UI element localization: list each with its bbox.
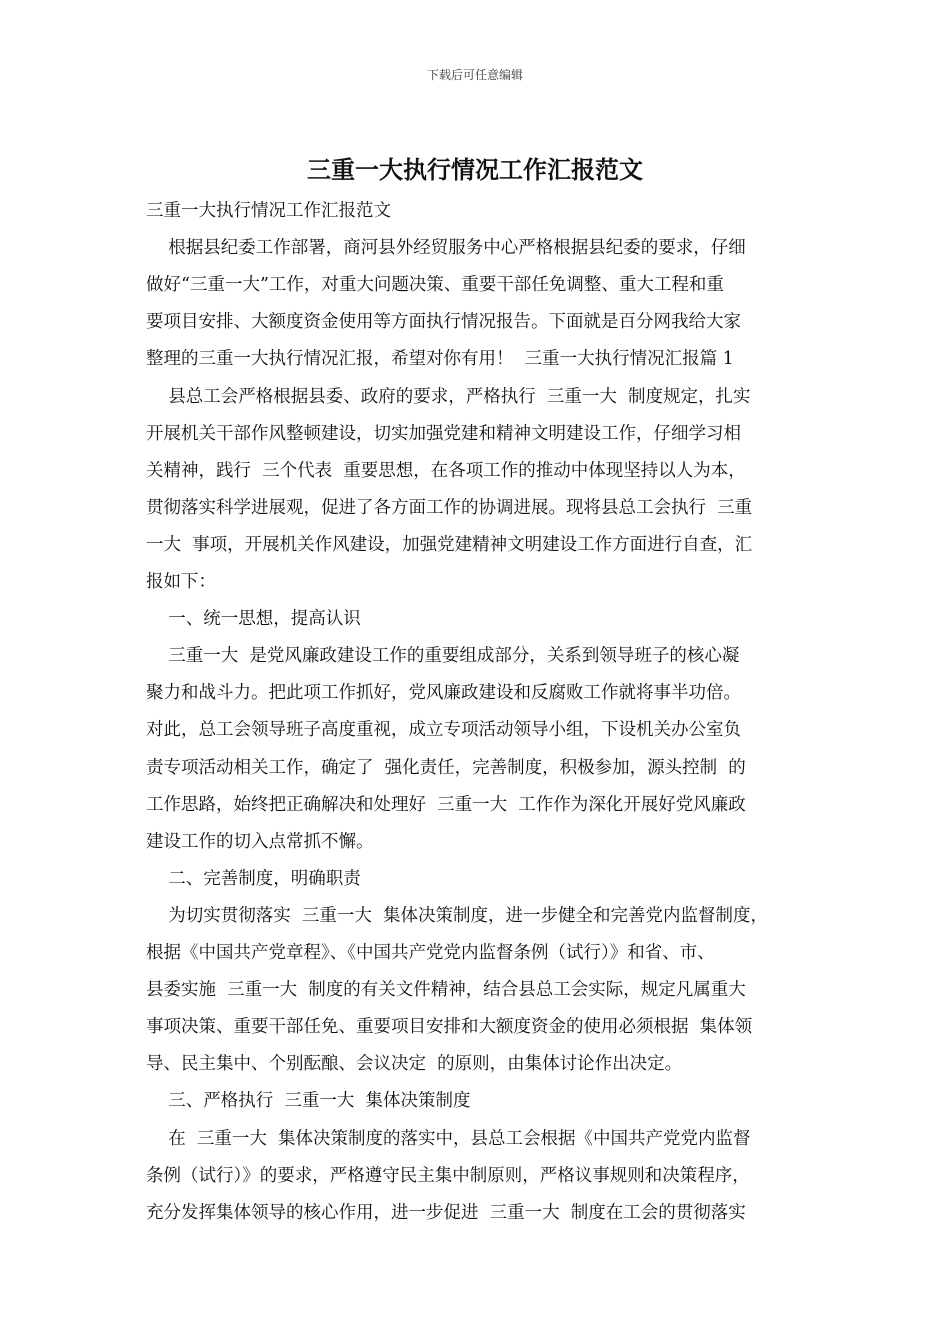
body-text-line: 三重一大 是党风廉政建设工作的重要组成部分，关系到领导班子的核心凝 xyxy=(146,646,740,667)
body-text-line: 条例（试行）》的要求，严格遵守民主集中制原则，严格议事规则和决策程序， xyxy=(146,1165,750,1186)
body-text-line: 三、严格执行 三重一大 集体决策制度 xyxy=(146,1091,471,1112)
body-text-line: 县委实施 三重一大 制度的有关文件精神，结合县总工会实际，规定凡属重大 xyxy=(146,980,746,1001)
body-text-line: 开展机关干部作风整顿建设，切实加强党建和精神文明建设工作，仔细学习相 xyxy=(146,423,741,444)
body-text-line: 一、统一思想，提高认识 xyxy=(146,609,361,630)
body-text-line: 县总工会严格根据县委、政府的要求，严格执行 三重一大 制度规定，扎实 xyxy=(146,386,751,407)
body-text-line: 责专项活动相关工作，确定了 强化责任，完善制度，积极参加，源头控制 的 xyxy=(146,757,746,778)
body-text-line: 为切实贯彻落实 三重一大 集体决策制度，进一步健全和完善党内监督制度， xyxy=(146,905,768,926)
body-text-line: 要项目安排、大额度资金使用等方面执行情况报告。下面就是百分网我给大家 xyxy=(146,312,741,333)
body-text-line: 事项决策、重要干部任免、重要项目安排和大额度资金的使用必须根据 集体领 xyxy=(146,1017,753,1038)
body-text-line: 报如下： xyxy=(146,572,216,592)
body-text-line: 根据县纪委工作部署，商河县外经贸服务中心严格根据县纪委的要求，仔细 xyxy=(146,238,746,259)
body-text-line: 做好“三重一大”工作，对重大问题决策、重要干部任免调整、重大工程和重 xyxy=(146,275,724,296)
body-text-line: 导、民主集中、个别酝酿、会议决定 的原则，由集体讨论作出决定。 xyxy=(146,1054,683,1075)
body-text-line: 根据《中国共产党章程》、《中国共产党党内监督条例（试行）》和省、市、 xyxy=(146,943,715,963)
body-text-line: 在 三重一大 集体决策制度的落实中，县总工会根据《中国共产党党内监督 xyxy=(146,1128,751,1149)
page-header-note: 下载后可任意编辑 xyxy=(426,68,523,82)
body-text-line: 二、完善制度，明确职责 xyxy=(146,868,361,889)
body-text-line: 对此，总工会领导班子高度重视，成立专项活动领导小组，下设机关办公室负 xyxy=(146,720,741,741)
body-text-line: 一大 事项，开展机关作风建设，加强党建精神文明建设工作方面进行自查，汇 xyxy=(146,534,753,555)
document-title: 三重一大执行情况工作汇报范文 xyxy=(307,155,643,184)
body-text-line: 三重一大执行情况工作汇报范文 xyxy=(146,201,391,221)
body-text-line: 工作思路，始终把正确解决和处理好 三重一大 工作作为深化开展好党风廉政 xyxy=(146,794,746,815)
body-text-line: 关精神，践行 三个代表 重要思想，在各项工作的推动中体现坚持以人为本， xyxy=(146,460,746,481)
body-text-line: 贯彻落实科学进展观，促进了各方面工作的协调进展。现将县总工会执行 三重 xyxy=(146,497,753,518)
body-text-line: 充分发挥集体领导的核心作用，进一步促进 三重一大 制度在工会的贯彻落实 xyxy=(146,1202,746,1223)
body-text-line: 聚力和战斗力。把此项工作抓好，党风廉政建设和反腐败工作就将事半功倍。 xyxy=(146,683,741,704)
body-text-line: 建设工作的切入点常抓不懈。 xyxy=(146,831,374,852)
body-text-line: 整理的三重一大执行情况汇报，希望对你有用！ 三重一大执行情况汇报篇 1 xyxy=(146,349,734,370)
